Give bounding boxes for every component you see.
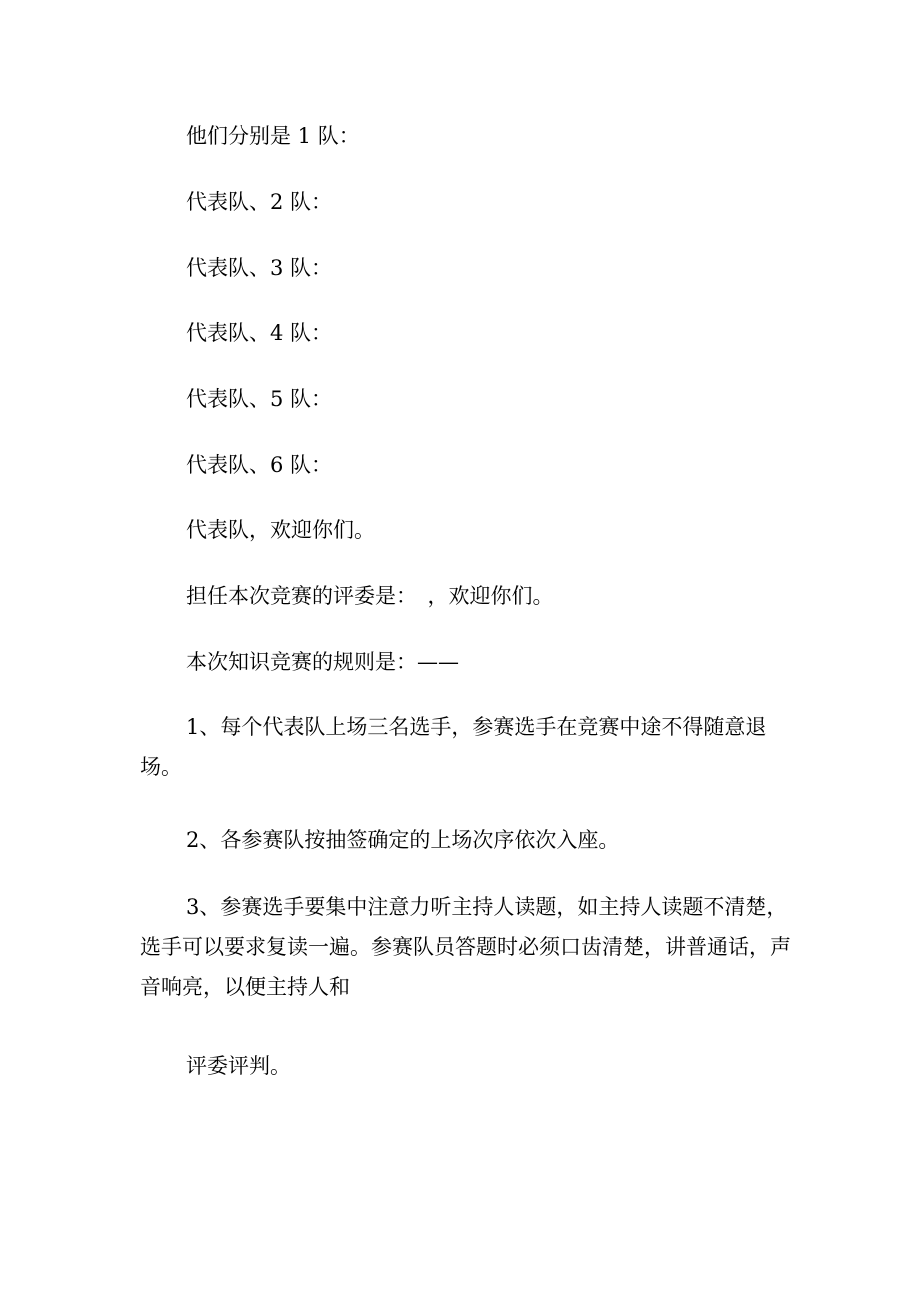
paragraph-rule-3: 3、参赛选手要集中注意力听主持人读题，如主持人读题不清楚，选手可以要求复读一遍。参赛队员答题时必须口齿清楚，讲普通话，声音响亮，以便主持人和 bbox=[140, 895, 791, 999]
paragraph-rule-2: 2、各参赛队按抽签确定的上场次序依次入座。 bbox=[186, 828, 620, 852]
paragraph-rule-1: 1、每个代表队上场三名选手，参赛选手在竞赛中途不得随意退场。 bbox=[140, 715, 767, 779]
paragraph-team-5: 代表队、5 队： bbox=[186, 387, 333, 411]
paragraph-team-4: 代表队、4 队： bbox=[186, 321, 333, 345]
paragraph-teams-intro: 他们分别是 1 队： bbox=[186, 124, 360, 148]
paragraph-judges: 担任本次竞赛的评委是： ，欢迎你们。 bbox=[186, 584, 554, 608]
paragraph-team-6: 代表队、6 队： bbox=[186, 453, 333, 477]
paragraph-rules-heading: 本次知识竞赛的规则是：—— bbox=[186, 650, 459, 674]
paragraph-rule-3-continued: 评委评判。 bbox=[186, 1054, 291, 1078]
paragraph-welcome-teams: 代表队，欢迎你们。 bbox=[186, 518, 375, 542]
paragraph-team-2: 代表队、2 队： bbox=[186, 190, 333, 214]
paragraph-team-3: 代表队、3 队： bbox=[186, 256, 333, 280]
